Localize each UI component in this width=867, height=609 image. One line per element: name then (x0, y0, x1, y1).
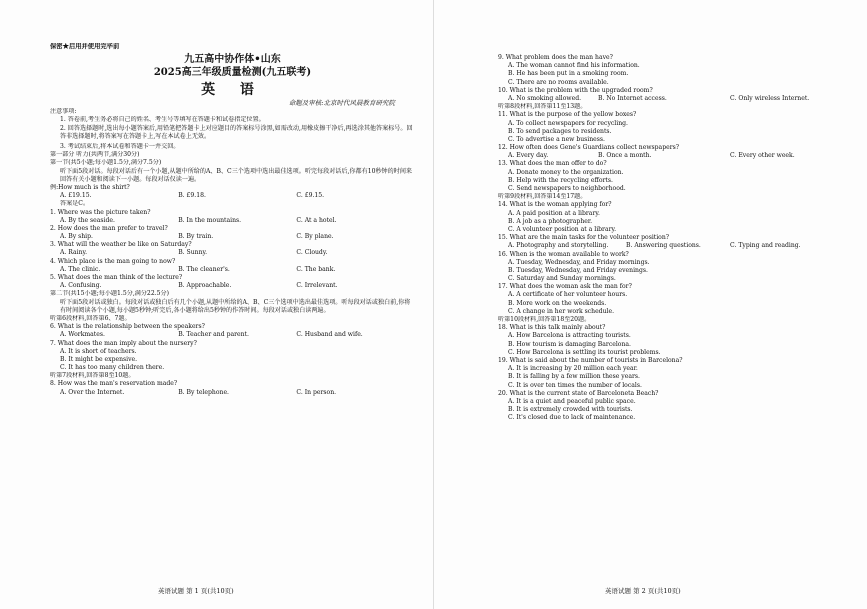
option: B. Tuesday, Wednesday, and Friday evenings. (508, 266, 648, 274)
material-6-label: 听第6段材料,回答第6、7题。 (50, 314, 131, 322)
option: A. To collect newspapers for recycling. (508, 119, 628, 127)
option: C. It's closed due to lack of maintenance. (508, 414, 636, 422)
notice-2: 2. 回答选择题时,选出每小题答案后,用铅笔把答题卡上对应题目的答案标号涂黑,如需改动,用橡皮擦干净后,再选涂其他答案标号。回答非选择题时,将答案写在答题卡上,写在本试卷上无效。 (60, 124, 413, 140)
option: C. A volunteer position at a library. (508, 225, 617, 233)
option: B. He has been put in a smoking room. (508, 70, 629, 78)
option: C. To advertise a new business. (508, 135, 605, 143)
question-10-options (498, 95, 843, 103)
question-15: 15. What are the main tasks for the volunteer position? (498, 234, 670, 242)
option: A. A certificate of her volunteer hours. (508, 291, 628, 299)
question-14: 14. What is the woman applying for? (498, 201, 612, 209)
option: A. Over the Internet. (60, 388, 125, 396)
question-1: 1. Where was the picture taken? (50, 208, 151, 216)
option: B. Once a month. (598, 152, 652, 160)
author-line: 命题及审核:北京时代风晨教育研究院 (288, 99, 395, 108)
option: A. Workmates. (60, 331, 105, 339)
option: A. Every day. (508, 152, 549, 160)
notice-heading: 注意事项: (50, 108, 77, 116)
option: C. The bank. (296, 265, 336, 273)
notice-3: 3. 考试结束后,将本试卷和答题卡一并交回。 (60, 142, 180, 150)
option: A. It is increasing by 20 million each year. (508, 365, 638, 373)
question-8-options (50, 389, 415, 397)
question-2: 2. How does the man prefer to travel? (50, 224, 168, 232)
confidential-label: 保密★启用并使用完毕前 (50, 43, 120, 50)
exam-title-2: 2025高三年级质量检测(九五联考) (153, 67, 312, 79)
option: A. Tuesday, Wednesday, and Friday mornings. (508, 258, 650, 266)
question-12-options (498, 152, 843, 160)
option: B. Help with the recycling efforts. (508, 176, 613, 184)
option: C. A change in her work schedule. (508, 307, 615, 315)
question-6: 6. What is the relationship between the speakers? (50, 323, 205, 331)
part-1-heading: 第一部分 听力(共两节,满分30分) (50, 151, 140, 159)
option: B. Teacher and parent. (178, 331, 249, 339)
option: C. Typing and reading. (730, 242, 801, 250)
option: C. By plane. (296, 233, 334, 241)
section-2-instructions: 听下面5段对话或独白。每段对话或独白后有几个小题,从题中所给的A、B、C三个选项中选出最佳选项。听每段对话或独白前,你将有时间阅读各个小题,每小题5秒钟;听完后,各小题将给出5秒钟的作答时间。每段对话或独白读两遍。 (60, 298, 411, 314)
option: A. The clinic. (60, 265, 101, 273)
material-7-label: 听第7段材料,回答第8至10题。 (50, 372, 135, 380)
option: B. Answering questions. (626, 242, 701, 250)
option: B. More work on the weekends. (508, 299, 607, 307)
option: B. No Internet access. (598, 94, 667, 102)
option: B. By telephone. (178, 388, 229, 396)
question-11: 11. What is the purpose of the yellow boxes? (498, 111, 637, 119)
option: B. Sunny. (178, 249, 208, 257)
option: A. How Barcelona is attracting tourists. (508, 332, 631, 340)
option: A. Donate money to the organization. (508, 168, 624, 176)
question-17: 17. What does the woman ask the man for? (498, 283, 632, 291)
option: A. By ship. (60, 233, 93, 241)
option: A. It is a quiet and peaceful public space. (508, 397, 636, 405)
question-15-options (498, 242, 843, 250)
question-10: 10. What is the problem with the upgraded room? (498, 86, 653, 94)
page-2-footer: 英语试题 第 2 页(共10页) (605, 587, 681, 595)
question-7: 7. What does the man imply about the nursery? (50, 339, 197, 347)
example-question: 例:How much is the shirt? (50, 183, 130, 191)
example-answer: 答案是C。 (60, 200, 90, 208)
option: B. It is extremely crowded with tourists. (508, 406, 633, 414)
material-8-label: 听第8段材料,回答第11至13题。 (498, 103, 587, 111)
option: A. Confusing. (60, 282, 102, 290)
question-5: 5. What does the man think of the lecture? (50, 274, 183, 281)
option: C. It is over ten times the number of locals. (508, 381, 642, 389)
question-12: 12. How often does Gene's Guardians collect newspapers? (498, 144, 680, 152)
exam-title-1: 九五高中协作体•山东 (184, 54, 281, 66)
option: C. £9.15. (296, 192, 325, 200)
question-4-options (50, 266, 415, 274)
option: C. How Barcelona is settling its tourist problems. (508, 348, 661, 356)
page-1-footer: 英语试题 第 1 页(共10页) (158, 587, 234, 595)
option: C. There are no rooms available. (508, 78, 609, 86)
option: A. It is short of teachers. (60, 347, 137, 355)
question-13: 13. What does the man offer to do? (498, 160, 607, 168)
option: C. In person. (296, 388, 337, 396)
option: B. The cleaner's. (178, 265, 230, 273)
question-5-options (50, 282, 415, 290)
section-2-heading: 第二节(共15小题;每小题1.5分,满分22.5分) (50, 290, 169, 298)
option: C. Every other week. (730, 152, 795, 160)
question-8: 8. How was the man's reservation made? (50, 380, 178, 388)
option: C. At a hotel. (296, 216, 337, 224)
option: B. How tourism is damaging Barcelona. (508, 340, 631, 348)
option: B. It is falling by a few million these years. (508, 373, 640, 381)
question-6-options (50, 331, 415, 339)
option: C. Cloudy. (296, 249, 328, 257)
option: B. It might be expensive. (60, 355, 138, 363)
option: A. Photography and storytelling. (508, 242, 609, 250)
option: C. It has too many children there. (60, 364, 165, 372)
option: A. No smoking allowed. (508, 94, 582, 102)
example-options (50, 192, 415, 200)
option: A. Rainy. (60, 249, 88, 257)
material-9-label: 听第9段材料,回答第14至17题。 (498, 193, 587, 201)
page-1-content (50, 43, 415, 397)
option: A. £19.15. (60, 192, 92, 200)
option: A. The woman cannot find his information. (508, 62, 640, 70)
notice-1: 1. 答卷前,考生务必将自己的姓名、考生号等填写在答题卡和试卷指定位置。 (60, 116, 265, 124)
question-3: 3. What will the weather be like on Saturday? (50, 241, 192, 249)
question-16: 16. When is the woman available to work? (498, 250, 629, 258)
question-19: 19. What is said about the number of tourists in Barcelona? (498, 356, 683, 364)
question-18: 18. What is this talk mainly about? (498, 324, 606, 332)
question-1-options (50, 217, 415, 225)
page-2-content (498, 54, 843, 422)
question-20: 20. What is the current state of Barceloneta Beach? (498, 389, 659, 397)
option: C. Only wireless Internet. (730, 94, 810, 102)
option: B. A job as a photographer. (508, 217, 593, 225)
option: B. In the mountains. (178, 216, 242, 224)
section-1-heading: 第一节(共5小题;每小题1.5分,满分7.5分) (50, 159, 162, 167)
section-1-instructions: 听下面5段对话。每段对话后有一个小题,从题中所给的A、B、C三个选项中选出最佳选项。听完每段对话后,你都有10秒钟的时间来回答有关小题和阅读下一小题。每段对话仅读一遍。 (60, 167, 413, 183)
material-10-label: 听第10段材料,回答第18至20题。 (498, 316, 591, 323)
question-9: 9. What problem does the man have? (498, 54, 613, 61)
option: C. Send newspapers to neighborhood. (508, 185, 626, 192)
question-4: 4. Which place is the man going to now? (50, 257, 176, 265)
option: C. Saturday and Sunday mornings. (508, 275, 616, 283)
subject-title: 英 语 (201, 82, 264, 99)
option: C. Husband and wife. (296, 331, 363, 339)
option: A. A paid position at a library. (508, 209, 600, 217)
option: B. By train. (178, 233, 214, 241)
option: C. Irrelevant. (296, 282, 338, 290)
option: B. To send packages to residents. (508, 127, 612, 135)
option: B. Approachable. (178, 282, 232, 290)
question-2-options (50, 233, 415, 241)
option: A. By the seaside. (60, 216, 115, 224)
option: B. £9.18. (178, 192, 206, 200)
question-3-options (50, 249, 415, 257)
